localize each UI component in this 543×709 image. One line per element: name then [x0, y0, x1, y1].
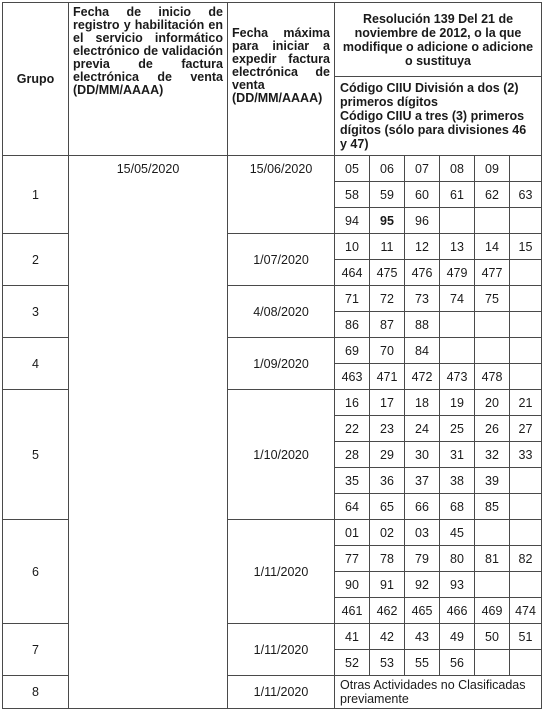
ciiu-code-cell: 94	[335, 208, 370, 234]
ciiu-code-cell: 466	[440, 598, 475, 624]
ciiu-code-cell: 35	[335, 468, 370, 494]
header-grupo: Grupo	[3, 3, 69, 156]
fecha-maxima-cell: 1/10/2020	[228, 390, 335, 520]
ciiu-code-cell: 65	[370, 494, 405, 520]
ciiu-schedule-table	[2, 2, 542, 709]
ciiu-code-cell: 16	[335, 390, 370, 416]
ciiu-code-cell: 464	[335, 260, 370, 286]
ciiu-code-cell: 82	[510, 546, 542, 572]
ciiu-code-cell: 478	[475, 364, 510, 390]
ciiu-code-cell: 18	[405, 390, 440, 416]
ciiu-code-cell: 59	[370, 182, 405, 208]
ciiu-code-cell: 78	[370, 546, 405, 572]
fecha-maxima-cell: 1/11/2020	[228, 676, 335, 709]
ciiu-code-cell: 463	[335, 364, 370, 390]
ciiu-code-cell: 73	[405, 286, 440, 312]
ciiu-code-cell	[475, 650, 510, 676]
group-number-cell: 4	[3, 338, 69, 390]
fecha-maxima-cell: 1/09/2020	[228, 338, 335, 390]
ciiu-code-cell: 74	[440, 286, 475, 312]
ciiu-code-cell: 49	[440, 624, 475, 650]
otras-actividades-cell: Otras Actividades no Clasificadas previamente	[335, 676, 542, 709]
ciiu-code-cell	[475, 338, 510, 364]
ciiu-code-cell: 70	[370, 338, 405, 364]
ciiu-code-cell: 08	[440, 156, 475, 182]
ciiu-code-cell: 60	[405, 182, 440, 208]
header-resolucion-text: Resolución 139 Del 21 de noviembre de 2012, o la que modifique o adicione o adicione o sustituya	[342, 11, 534, 68]
ciiu-code-cell: 23	[370, 416, 405, 442]
fecha-maxima-cell: 1/11/2020	[228, 624, 335, 676]
ciiu-code-cell: 69	[335, 338, 370, 364]
ciiu-code-cell: 71	[335, 286, 370, 312]
ciiu-code-cell: 87	[370, 312, 405, 338]
header-row	[3, 3, 542, 77]
ciiu-code-cell: 91	[370, 572, 405, 598]
ciiu-code-cell	[510, 468, 542, 494]
group-number-cell: 7	[3, 624, 69, 676]
ciiu-code-cell: 33	[510, 442, 542, 468]
ciiu-code-cell	[510, 312, 542, 338]
ciiu-code-cell: 05	[335, 156, 370, 182]
ciiu-code-cell: 43	[405, 624, 440, 650]
ciiu-code-cell: 41	[335, 624, 370, 650]
ciiu-code-cell: 479	[440, 260, 475, 286]
ciiu-code-cell: 92	[405, 572, 440, 598]
ciiu-code-cell: 95	[370, 208, 405, 234]
fecha-maxima-cell: 15/06/2020	[228, 156, 335, 234]
ciiu-code-cell: 469	[475, 598, 510, 624]
group-number-cell: 5	[3, 390, 69, 520]
ciiu-code-cell: 22	[335, 416, 370, 442]
ciiu-code-cell	[510, 494, 542, 520]
ciiu-code-cell: 38	[440, 468, 475, 494]
ciiu-code-cell: 93	[440, 572, 475, 598]
ciiu-code-cell: 03	[405, 520, 440, 546]
ciiu-code-cell	[440, 338, 475, 364]
fecha-maxima-cell: 4/08/2020	[228, 286, 335, 338]
ciiu-code-cell: 29	[370, 442, 405, 468]
ciiu-code-cell: 474	[510, 598, 542, 624]
header-fecha-inicio: Fecha de inicio de registro y habilitación en el servicio informático electrónico de validación previa de factura electrónica de venta (DD/MM/AAAA)	[69, 3, 228, 156]
ciiu-code-cell: 55	[405, 650, 440, 676]
ciiu-code-cell: 21	[510, 390, 542, 416]
ciiu-code-cell	[510, 572, 542, 598]
ciiu-code-cell	[475, 312, 510, 338]
ciiu-code-cell: 58	[335, 182, 370, 208]
ciiu-code-cell: 14	[475, 234, 510, 260]
ciiu-code-cell: 77	[335, 546, 370, 572]
fecha-maxima-cell: 1/07/2020	[228, 234, 335, 286]
group-number-cell: 2	[3, 234, 69, 286]
ciiu-code-cell	[475, 572, 510, 598]
ciiu-code-cell	[440, 208, 475, 234]
ciiu-code-cell: 13	[440, 234, 475, 260]
ciiu-code-cell: 64	[335, 494, 370, 520]
ciiu-code-cell: 50	[475, 624, 510, 650]
ciiu-code-cell: 28	[335, 442, 370, 468]
ciiu-code-cell: 31	[440, 442, 475, 468]
ciiu-code-cell	[510, 520, 542, 546]
ciiu-code-cell: 56	[440, 650, 475, 676]
ciiu-code-cell: 24	[405, 416, 440, 442]
ciiu-code-cell: 471	[370, 364, 405, 390]
ciiu-code-cell: 85	[475, 494, 510, 520]
ciiu-code-cell	[475, 208, 510, 234]
ciiu-code-cell	[475, 520, 510, 546]
ciiu-code-cell: 476	[405, 260, 440, 286]
table-body	[3, 3, 542, 709]
ciiu-code-cell: 84	[405, 338, 440, 364]
ciiu-code-cell: 81	[475, 546, 510, 572]
ciiu-code-cell: 15	[510, 234, 542, 260]
ciiu-code-cell: 66	[405, 494, 440, 520]
ciiu-code-cell: 19	[440, 390, 475, 416]
ciiu-code-cell: 12	[405, 234, 440, 260]
header-ciiu-division: Código CIIU División a dos (2) primeros dígitos	[340, 81, 519, 109]
ciiu-code-cell: 51	[510, 624, 542, 650]
ciiu-code-cell: 68	[440, 494, 475, 520]
ciiu-code-cell: 52	[335, 650, 370, 676]
ciiu-code-cell: 10	[335, 234, 370, 260]
ciiu-code-cell: 26	[475, 416, 510, 442]
ciiu-code-cell: 96	[405, 208, 440, 234]
ciiu-code-cell: 465	[405, 598, 440, 624]
ciiu-code-cell: 477	[475, 260, 510, 286]
ciiu-code-cell	[510, 338, 542, 364]
ciiu-code-cell: 75	[475, 286, 510, 312]
header-fecha-maxima: Fecha máxima para iniciar a expedir factura electrónica de venta (DD/MM/AAAA)	[228, 3, 335, 156]
ciiu-code-cell: 07	[405, 156, 440, 182]
ciiu-code-cell: 36	[370, 468, 405, 494]
ciiu-code-cell: 63	[510, 182, 542, 208]
ciiu-code-cell: 80	[440, 546, 475, 572]
ciiu-code-cell: 30	[405, 442, 440, 468]
ciiu-code-cell: 45	[440, 520, 475, 546]
ciiu-code-cell: 39	[475, 468, 510, 494]
fecha-inicio-cell: 15/05/2020	[69, 156, 228, 709]
fecha-maxima-cell: 1/11/2020	[228, 520, 335, 624]
ciiu-code-cell: 475	[370, 260, 405, 286]
ciiu-code-cell	[510, 286, 542, 312]
ciiu-code-cell: 61	[440, 182, 475, 208]
ciiu-code-cell: 62	[475, 182, 510, 208]
ciiu-code-cell: 72	[370, 286, 405, 312]
ciiu-code-cell: 37	[405, 468, 440, 494]
ciiu-code-cell: 32	[475, 442, 510, 468]
ciiu-code-cell	[510, 156, 542, 182]
ciiu-code-cell	[440, 312, 475, 338]
ciiu-code-cell: 473	[440, 364, 475, 390]
ciiu-code-cell: 53	[370, 650, 405, 676]
ciiu-code-cell: 25	[440, 416, 475, 442]
ciiu-code-cell: 42	[370, 624, 405, 650]
header-ciiu	[335, 77, 542, 156]
ciiu-code-cell	[510, 650, 542, 676]
ciiu-code-cell: 472	[405, 364, 440, 390]
table-row	[3, 156, 542, 182]
ciiu-code-cell: 90	[335, 572, 370, 598]
group-number-cell: 8	[3, 676, 69, 709]
group-number-cell: 6	[3, 520, 69, 624]
ciiu-code-cell: 462	[370, 598, 405, 624]
ciiu-code-cell: 17	[370, 390, 405, 416]
ciiu-code-cell: 09	[475, 156, 510, 182]
header-resolucion	[335, 3, 542, 77]
header-ciiu-tres-digitos: Código CIIU a tres (3) primeros dígitos (sólo para divisiones 46 y 47)	[340, 109, 527, 151]
group-number-cell: 1	[3, 156, 69, 234]
ciiu-code-cell: 01	[335, 520, 370, 546]
ciiu-code-cell: 79	[405, 546, 440, 572]
ciiu-code-cell: 27	[510, 416, 542, 442]
ciiu-code-cell	[510, 208, 542, 234]
ciiu-code-cell: 06	[370, 156, 405, 182]
group-number-cell: 3	[3, 286, 69, 338]
ciiu-code-cell: 461	[335, 598, 370, 624]
ciiu-code-cell: 88	[405, 312, 440, 338]
ciiu-code-cell	[510, 260, 542, 286]
ciiu-code-cell: 02	[370, 520, 405, 546]
ciiu-code-cell: 20	[475, 390, 510, 416]
ciiu-code-cell: 11	[370, 234, 405, 260]
ciiu-code-cell	[510, 364, 542, 390]
ciiu-code-cell: 86	[335, 312, 370, 338]
